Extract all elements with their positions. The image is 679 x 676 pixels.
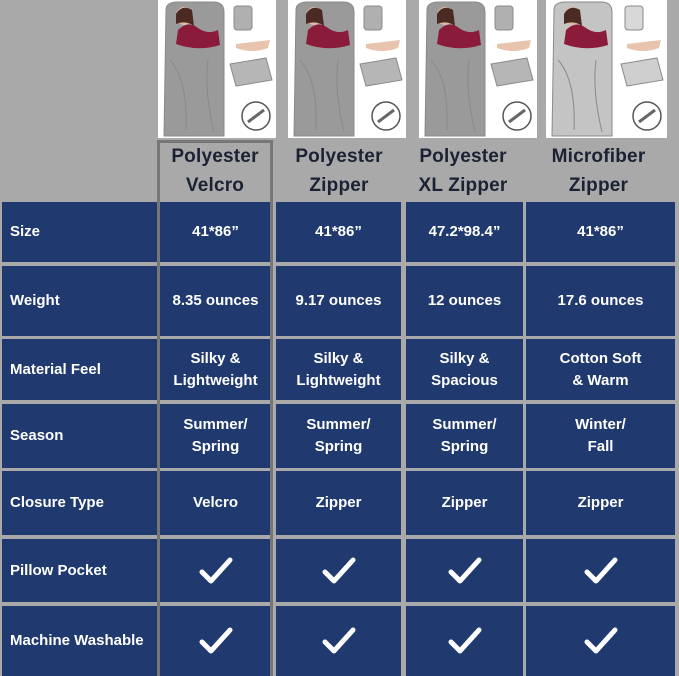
microfiber-liner-image xyxy=(546,0,667,138)
zipper-liner-image xyxy=(288,0,406,138)
value-line: Summer/ xyxy=(432,416,497,433)
xl-zipper-liner-image xyxy=(419,0,537,138)
checkmark-icon xyxy=(584,626,618,656)
check-cell xyxy=(276,606,401,676)
value-cell: Zipper xyxy=(406,471,523,535)
row-label: Season xyxy=(2,404,157,468)
table-row xyxy=(0,339,679,400)
check-cell xyxy=(160,606,271,676)
value-line: Spring xyxy=(440,438,489,455)
value-line: Silky & xyxy=(190,349,241,367)
column-header-microfiber xyxy=(526,140,671,202)
row-label: Material Feel xyxy=(2,339,157,400)
value-line: Winter/ xyxy=(575,416,626,433)
column-header-line: XL Zipper xyxy=(418,175,508,196)
check-cell xyxy=(160,539,271,602)
sleeping-liner-illustration xyxy=(158,0,276,138)
value-line: Cotton Soft xyxy=(559,349,642,367)
product-image-row xyxy=(157,0,679,138)
value-line: Silky & xyxy=(313,349,364,367)
value-cell: 9.17 ounces xyxy=(276,266,401,336)
row-label: Closure Type xyxy=(2,471,157,535)
column-header-velcro xyxy=(157,140,273,202)
check-cell xyxy=(526,606,675,676)
value-line: Spring xyxy=(314,438,363,455)
column-header-line: Zipper xyxy=(568,175,629,196)
sleeping-liner-illustration xyxy=(546,0,667,138)
value-cell: 8.35 ounces xyxy=(160,266,271,336)
checkmark-icon xyxy=(322,626,356,656)
column-header-line: Velcro xyxy=(185,175,245,196)
value-line: Fall xyxy=(587,438,614,455)
value-cell: 47.2*98.4” xyxy=(406,202,523,262)
value-line: Spacious xyxy=(431,371,498,389)
value-line: Spring xyxy=(191,438,240,455)
column-header-zipper xyxy=(278,140,400,202)
row-label: Weight xyxy=(2,266,157,336)
value-cell xyxy=(160,404,271,468)
value-line: Lightweight xyxy=(173,371,258,389)
check-cell xyxy=(406,539,523,602)
checkmark-icon xyxy=(199,626,233,656)
value-line: & Warm xyxy=(572,371,629,389)
check-cell xyxy=(526,539,675,602)
column-header-line: Microfiber xyxy=(551,146,646,167)
value-cell: Zipper xyxy=(276,471,401,535)
table-row xyxy=(0,539,679,602)
value-cell xyxy=(406,339,523,400)
value-line: Silky & xyxy=(439,349,490,367)
value-line: Summer/ xyxy=(183,416,248,433)
checkmark-icon xyxy=(322,556,356,586)
velcro-liner-image xyxy=(158,0,276,138)
check-cell xyxy=(276,539,401,602)
value-cell: 41*86” xyxy=(526,202,675,262)
check-cell xyxy=(406,606,523,676)
column-header-xl-zipper xyxy=(402,140,524,202)
value-line: Lightweight xyxy=(296,371,381,389)
value-cell xyxy=(160,339,271,400)
value-cell xyxy=(276,404,401,468)
column-header-line: Polyester xyxy=(295,146,383,167)
value-cell: 17.6 ounces xyxy=(526,266,675,336)
value-cell: 41*86” xyxy=(276,202,401,262)
row-label: Machine Washable xyxy=(2,606,157,676)
value-line: Summer/ xyxy=(306,416,371,433)
value-cell: 41*86” xyxy=(160,202,271,262)
value-cell: Zipper xyxy=(526,471,675,535)
sleeping-liner-illustration xyxy=(419,0,537,138)
checkmark-icon xyxy=(199,556,233,586)
table-row xyxy=(0,606,679,676)
table-row xyxy=(0,202,679,262)
column-header-line: Polyester xyxy=(419,146,507,167)
column-header-row xyxy=(157,140,679,202)
value-cell xyxy=(406,404,523,468)
row-label: Pillow Pocket xyxy=(2,539,157,602)
sleeping-liner-illustration xyxy=(288,0,406,138)
checkmark-icon xyxy=(584,556,618,586)
value-cell: Velcro xyxy=(160,471,271,535)
value-cell: 12 ounces xyxy=(406,266,523,336)
table-row xyxy=(0,266,679,336)
column-header-line: Polyester xyxy=(171,146,259,167)
table-row xyxy=(0,404,679,468)
value-cell xyxy=(526,339,675,400)
table-row xyxy=(0,471,679,535)
value-cell xyxy=(526,404,675,468)
column-header-line: Zipper xyxy=(309,175,369,196)
row-label: Size xyxy=(2,202,157,262)
checkmark-icon xyxy=(448,556,482,586)
checkmark-icon xyxy=(448,626,482,656)
value-cell xyxy=(276,339,401,400)
